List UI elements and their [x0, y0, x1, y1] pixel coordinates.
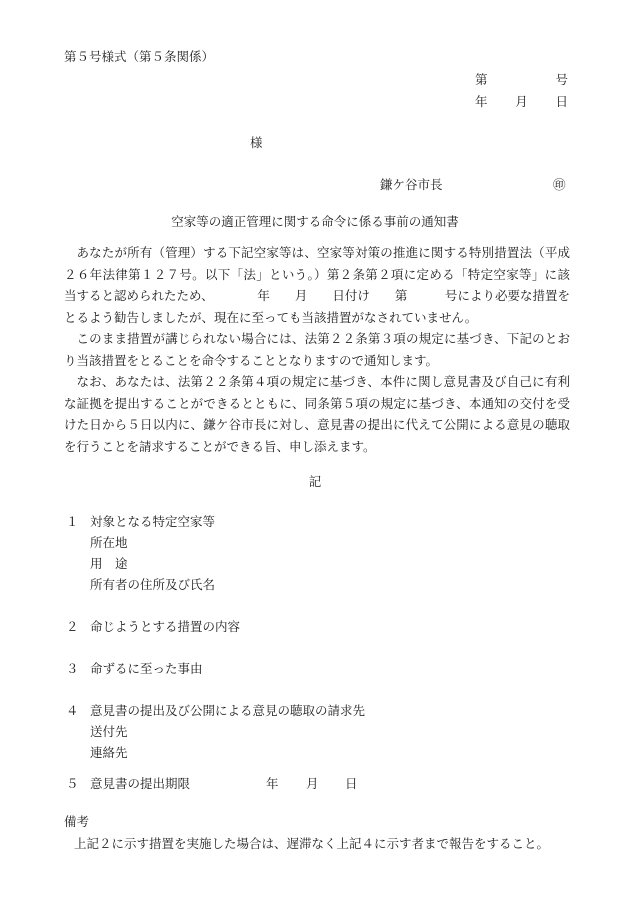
body-paragraph-2: このまま措置が講じられない場合には、法第２２条第３項の規定に基づき、下記のとおり当該措置をとることを命令することとなりますので通知します。	[64, 331, 570, 368]
body-paragraph-3: なお、あなたは、法第２２条第４項の規定に基づき、本件に関し意見書及び自己に有利な証拠を提出することができるとともに、同条第５項の規定に基づき、本通知の交付を受けた日から５日以内に、鎌ケ谷市長に対し、意見書の提出に代えて公開による意見の聴取を行うことを請求することができる旨、申し添えます。	[64, 374, 570, 454]
item-2	[66, 617, 240, 635]
addressee: 様	[250, 135, 263, 150]
item-label: 命ずるに至った事由	[90, 661, 203, 676]
item-4	[66, 701, 365, 719]
document-number	[475, 70, 568, 88]
remarks-text: 上記２に示す措置を実施した場合は、遅滞なく上記４に示す者まで報告をすること。	[74, 836, 550, 851]
item-3	[66, 659, 203, 677]
item-4-send-to: 送付先	[90, 724, 128, 739]
number-prefix: 第	[475, 72, 488, 87]
date-month: 月	[515, 94, 528, 109]
item-number: ５	[66, 776, 79, 791]
document-date	[475, 92, 568, 110]
sender-name: 鎌ケ谷市長	[380, 177, 443, 192]
item-1	[66, 512, 215, 530]
date-day: 日	[555, 94, 568, 109]
item-number: ３	[66, 661, 79, 676]
item-number: ２	[66, 619, 79, 634]
item-label: 対象となる特定空家等	[90, 514, 216, 529]
document-title: 空家等の適正管理に関する命令に係る事前の通知書	[171, 214, 459, 229]
item-1-owner: 所有者の住所及び氏名	[90, 577, 216, 592]
item-label: 意見書の提出及び公開による意見の聴取の請求先	[90, 703, 366, 718]
deadline-day: 日	[345, 776, 358, 791]
item-1-location: 所在地	[90, 535, 128, 550]
item-label: 意見書の提出期限	[90, 776, 191, 791]
remarks-heading: 備考	[64, 814, 90, 829]
item-5	[66, 774, 190, 792]
date-year: 年	[475, 94, 488, 109]
ki-heading: 記	[308, 474, 322, 489]
deadline-month: 月	[306, 776, 319, 791]
item-1-use: 用 途	[90, 556, 128, 571]
form-label: 第５号様式（第５条関係）	[64, 49, 215, 64]
body-paragraph-1: あなたが所有（管理）する下記空家等は、空家等対策の推進に関する特別措置法（平成２６年法律第１２７号。以下「法」という。）第２条第２項に定める「特定空家等」に該当すると認められたため、 年 月 日付け 第 号により必要な措置をとるよう勧告しましたが、現在に至っても当該措置がなされていません。	[64, 245, 570, 325]
item-4-contact: 連絡先	[90, 745, 128, 760]
item-number: ４	[66, 703, 79, 718]
seal-mark: ㊞	[553, 177, 566, 192]
item-label: 命じようとする措置の内容	[90, 619, 241, 634]
deadline-year: 年	[266, 776, 279, 791]
number-suffix: 号	[555, 72, 568, 87]
item-number: １	[66, 514, 79, 529]
